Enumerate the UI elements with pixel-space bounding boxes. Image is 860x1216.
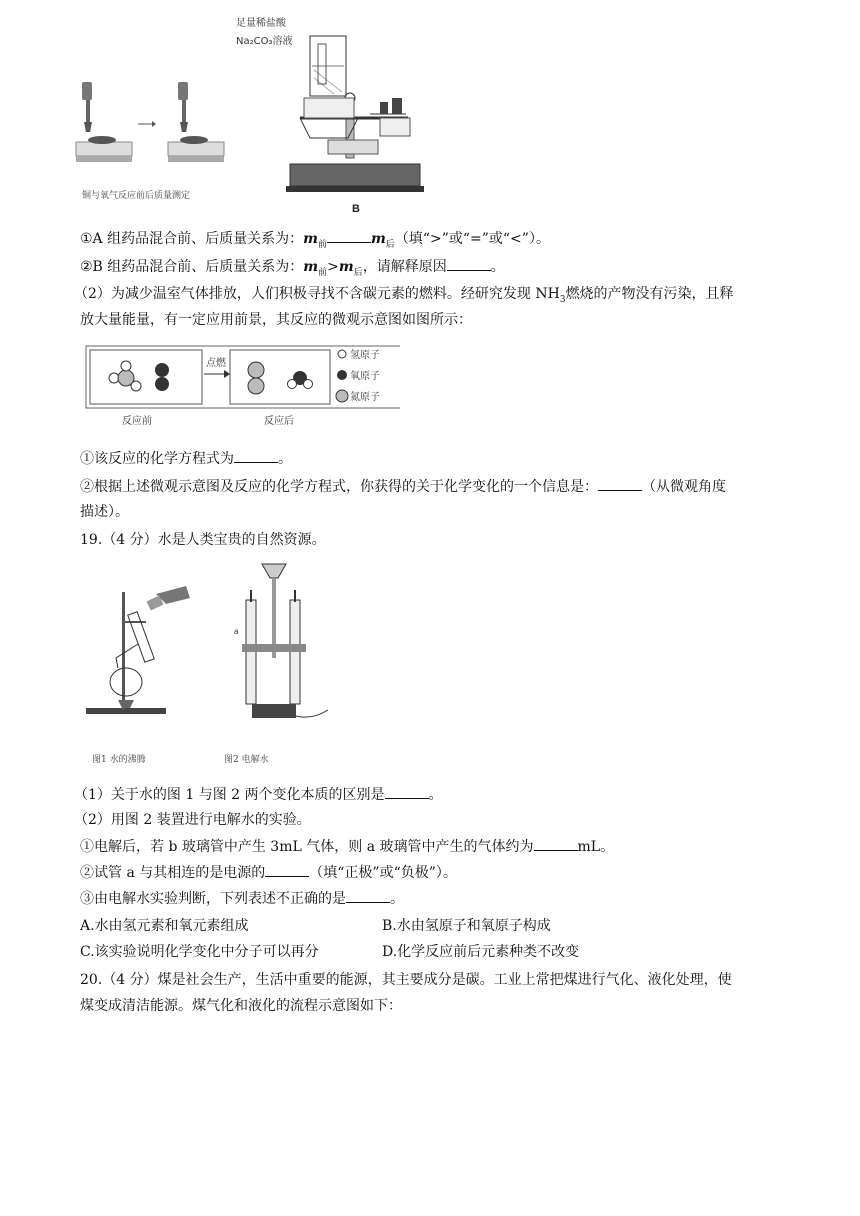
after-box — [230, 350, 330, 404]
q19-p2a — [80, 836, 614, 857]
figure-1-boiling — [86, 582, 196, 722]
option-c[interactable]: C.该实验说明化学变化中分子可以再分 — [80, 944, 319, 960]
q18-b-sub-after: 后 — [353, 267, 363, 278]
q19-p2b-end: （填“正极”或“负极”）。 — [309, 865, 457, 881]
figure-b-text-1: 足量稀盐酸 — [236, 18, 286, 29]
option-b[interactable]: B.水由氢原子和氧原子构成 — [382, 918, 551, 934]
fig1-caption: 图1 水的沸腾 — [92, 755, 146, 765]
figure-a-copper-oxygen — [72, 74, 232, 204]
q19-p1 — [74, 784, 443, 805]
q18-b-blank[interactable] — [447, 256, 491, 271]
figure-a-caption: 铜与氧气反应前后质量测定 — [82, 191, 191, 201]
before-label: 反应前 — [122, 416, 152, 427]
micro-reaction-diagram — [78, 338, 400, 428]
q19-p1-end: 。 — [428, 787, 443, 803]
q19-p2c-blank[interactable] — [346, 888, 390, 903]
arrow-label: 点燃 — [206, 358, 226, 369]
q19-p2c — [80, 888, 404, 909]
q18-a-blank[interactable] — [327, 228, 371, 243]
legend-o: 氧原子 — [350, 371, 380, 382]
q19-p2a-end: mL。 — [577, 839, 615, 855]
option-a[interactable]: A.水由氢元素和氧元素组成 — [80, 918, 249, 934]
q18-info-line2: 描述）。 — [80, 504, 129, 520]
q19-p2: （2）用图 2 装置进行电解水的实验。 — [74, 812, 311, 828]
q18-b-suffix: ，请解释原因 — [362, 259, 447, 275]
q19-p2b — [80, 862, 457, 883]
q18-p2-sub: 3 — [559, 294, 566, 305]
before-box — [90, 350, 202, 404]
q18-a-m-before: m — [303, 231, 318, 247]
q18-a-suffix: （填“>”或“=”或“<”）。 — [394, 231, 550, 247]
q19-p2b-text: ②试管 a 与其相连的是电源的 — [80, 865, 266, 881]
q18-a-line — [80, 228, 550, 255]
q19-p1-text: （1）关于水的图 1 与图 2 两个变化本质的区别是 — [74, 787, 385, 803]
q19-p2c-end: 。 — [390, 891, 404, 907]
q19-p2b-blank[interactable] — [265, 862, 309, 877]
q19-p1-blank[interactable] — [385, 784, 429, 799]
q18-b-prefix: ②B 组药品混合前、后质量关系为： — [80, 259, 304, 275]
q18-p2-line1 — [74, 284, 734, 310]
figure-b-text-2: Na₂CO₃溶液 — [236, 36, 293, 47]
figure-2-electrolysis — [232, 560, 332, 730]
q19-title: 19.（4 分）水是人类宝贵的自然资源。 — [80, 532, 326, 548]
q19-p2a-blank[interactable] — [534, 836, 578, 851]
figure-b-balance — [230, 14, 430, 214]
q18-b-m-after: m — [338, 259, 354, 275]
q20-line2: 煤变成清洁能源。煤气化和液化的流程示意图如下： — [80, 998, 402, 1014]
q18-eq-text: ①该反应的化学方程式为 — [80, 451, 234, 467]
q18-a-sub-after: 后 — [385, 239, 395, 250]
legend-n: 氮原子 — [350, 392, 380, 403]
legend-h: 氢原子 — [350, 350, 380, 361]
q18-b-sub-before: 前 — [318, 267, 328, 278]
q18-eq-end: 。 — [278, 451, 292, 467]
q18-b-m-before: m — [303, 259, 319, 275]
figure-b-label: B — [352, 203, 360, 214]
fig2-caption: 图2 电解水 — [224, 755, 269, 765]
q18-a-sub-before: 前 — [317, 239, 327, 250]
option-d[interactable]: D.化学反应前后元素种类不改变 — [382, 944, 580, 960]
q18-p2-line2: 放大量能量，有一定应用前景，其反应的微观示意图如图所示： — [80, 312, 472, 328]
q18-a-prefix: ①A 组药品混合前、后质量关系为： — [80, 231, 304, 247]
q18-p2-text: （2）为减少温室气体排放，人们积极寻找不含碳元素的燃料。经研究发现 NH — [74, 286, 560, 302]
q18-eq-blank[interactable] — [234, 448, 278, 463]
q18-info-text: ②根据上述微观示意图及反应的化学方程式，你获得的关于化学变化的一个信息是： — [80, 479, 598, 495]
q18-info-line1 — [80, 476, 726, 497]
q18-info-text-b: （从微观角度 — [642, 479, 726, 495]
svg-text:a: a — [234, 627, 239, 636]
q18-b-end: 。 — [490, 259, 505, 275]
q19-p2a-text: ①电解后，若 b 玻璃管中产生 3mL 气体，则 a 玻璃管中产生的气体约为 — [80, 839, 534, 855]
q18-a-m-after: m — [370, 231, 386, 247]
after-label: 反应后 — [264, 416, 294, 427]
q19-p2c-text: ③由电解水实验判断，下列表述不正确的是 — [80, 891, 346, 907]
q18-p2-text-b: 燃烧的产物没有污染，且释 — [565, 286, 734, 302]
q18-eq-line — [80, 448, 292, 469]
q20-line1: 20.（4 分）煤是社会生产，生活中重要的能源，其主要成分是碳。工业上常把煤进行气化、液化处理，使 — [80, 972, 732, 988]
q18-b-rel: > — [327, 259, 339, 275]
q18-b-line — [80, 256, 505, 283]
q18-info-blank[interactable] — [598, 476, 642, 491]
